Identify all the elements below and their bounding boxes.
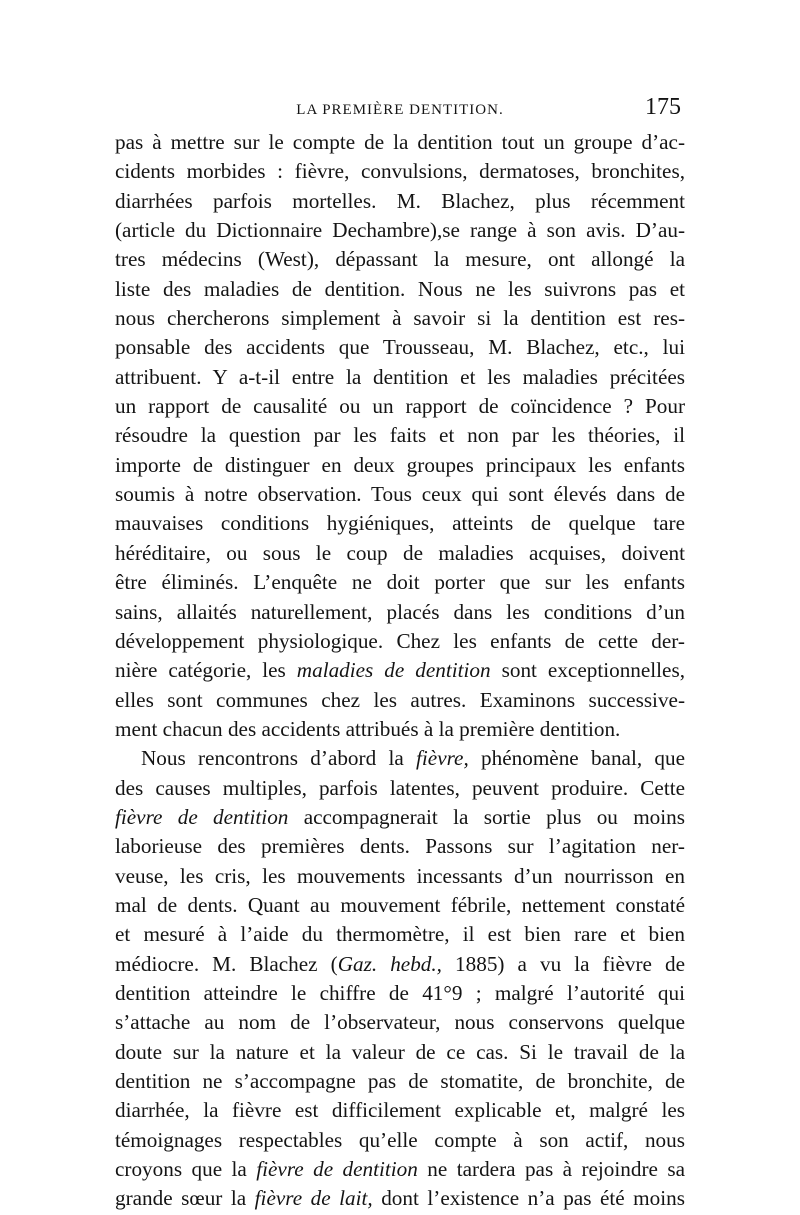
text-line: et mesuré à l’aide du thermomètre, il est bien rare et bien (115, 922, 685, 947)
text-line: (article du Dictionnaire Dechambre),se range à son avis. D’au- (115, 218, 685, 243)
text-line: médiocre. M. Blachez (Gaz. hebd., 1885) a vu la fièvre de (115, 951, 685, 976)
text-line: sains, allaités naturellement, placés dans les conditions d’un (115, 599, 685, 624)
text-line: elles sont communes chez les autres. Examinons successive- (115, 687, 685, 712)
page-header (115, 94, 685, 128)
text-line: des causes multiples, parfois latentes, peuvent produire. Cette (115, 775, 685, 800)
text-line: dentition atteindre le chiffre de 41°9 ; malgré l’autorité qui (115, 980, 685, 1005)
text-line: laborieuse des premières dents. Passons sur l’agitation ner- (115, 834, 685, 859)
text-line: ponsable des accidents que Trousseau, M. Blachez, etc., lui (115, 335, 685, 360)
text-line: témoignages respectables qu’elle compte à son actif, nous (115, 1127, 685, 1152)
text-line: tres médecins (West), dépassant la mesure, ont allongé la (115, 247, 685, 272)
text-line: dentition ne s’accompagne pas de stomatite, de bronchite, de (115, 1069, 685, 1093)
text-line: être éliminés. L’enquête ne doit porter que sur les enfants (115, 570, 685, 595)
text-line: héréditaire, ou sous le coup de maladies acquises, doivent (115, 540, 685, 565)
text-line: un rapport de causalité ou un rapport de coïncidence ? Pour (115, 394, 685, 419)
text-line: Nous rencontrons d’abord la fièvre, phénomène banal, que (141, 746, 685, 771)
text-line: diarrhée, la fièvre est difficilement explicable et, malgré les (115, 1098, 685, 1123)
text-line: attribuent. Y a-t-il entre la dentition et les maladies précitées (115, 364, 685, 389)
text-line: soumis à notre observation. Tous ceux qui sont élevés dans de (115, 482, 685, 507)
book-page (115, 94, 685, 1214)
page-number: 175 (645, 94, 681, 120)
text-line: croyons que la fièvre de dentition ne tardera pas à rejoindre sa (115, 1157, 685, 1182)
body-text (115, 128, 685, 1214)
text-line: diarrhées parfois mortelles. M. Blachez, plus récemment (115, 188, 685, 213)
text-line: nous chercherons simplement à savoir si la dentition est res- (115, 306, 685, 331)
text-line: pas à mettre sur le compte de la dentition tout un groupe d’ac- (115, 130, 685, 154)
text-line: s’attache au nom de l’observateur, nous conservons quelque (115, 1010, 685, 1035)
text-line: cidents morbides : fièvre, convulsions, dermatoses, bronchites, (115, 159, 685, 184)
text-line: développement physiologique. Chez les enfants de cette der- (115, 628, 685, 653)
text-line: ment chacun des accidents attribués à la première dentition. (115, 716, 621, 741)
text-line: nière catégorie, les maladies de dentition sont exceptionnelles, (115, 658, 685, 683)
text-line: grande sœur la fièvre de lait, dont l’existence n’a pas été moins (115, 1186, 685, 1211)
text-line: liste des maladies de dentition. Nous ne les suivrons pas et (115, 276, 685, 301)
text-line: résoudre la question par les faits et non par les théories, il (115, 423, 685, 448)
text-line: veuse, les cris, les mouvements incessants d’un nourrisson en (115, 863, 685, 888)
text-line: importe de distinguer en deux groupes principaux les enfants (115, 452, 685, 477)
text-line: doute sur la nature et la valeur de ce cas. Si le travail de la (115, 1039, 685, 1064)
text-line: mal de dents. Quant au mouvement fébrile, nettement constaté (115, 892, 685, 917)
running-title: LA PREMIÈRE DENTITION. (296, 102, 504, 118)
text-line: fièvre de dentition accompagnerait la sortie plus ou moins (115, 804, 685, 829)
text-line: mauvaises conditions hygiéniques, atteints de quelque tare (115, 511, 685, 536)
